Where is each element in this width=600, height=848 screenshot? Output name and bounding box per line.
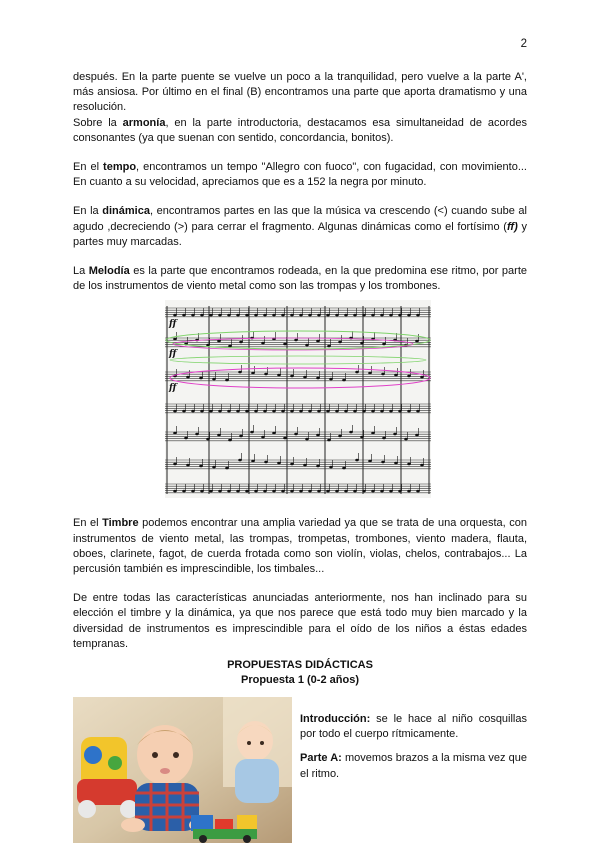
term-fortissimo: ff) <box>506 220 518 233</box>
text: podemos encontrar una amplia variedad ya que se trata de una orquesta, con instrumentos de viento metal, las trompas, trompetas, trombones, viento madera, flauta, oboes, clarinete, fagot, de cuerda frotada como son violín, violas, chelos, contrabajos... La percusión también es imprescindible, los timbales... <box>73 517 527 576</box>
step-part-a <box>300 751 527 781</box>
term-melody: Melodía <box>88 265 130 278</box>
paragraph-harmony <box>73 116 527 146</box>
term-tempo: tempo <box>103 161 137 174</box>
dynamic-ff-2: ff <box>169 349 177 360</box>
paragraph-conclusion: De entre todas las características anunciadas anteriormente, nos han inclinado para su elección el timbre y la dinámica, ya que nos parece que está todo muy bien marcado y la diversidad de instrumentos es imprescindible para el oído de los niños a éstas edades tempranas. <box>73 592 527 650</box>
term-dynamics: dinámica <box>102 205 150 218</box>
proposal-heading: Propuesta 1 (0-2 años) <box>241 674 359 687</box>
text: Sobre la <box>73 116 123 129</box>
dynamic-ff-3: ff <box>169 383 177 394</box>
step-text: se le hace al niño cosquillas por todo el cuerpo rítmicamente. <box>300 713 527 741</box>
page-number: 2 <box>520 38 527 50</box>
paragraph-dynamics <box>73 204 527 250</box>
paragraph-structure: después. En la parte puente se vuelve un poco a la tranquilidad, pero vuelve a la parte A', más ansiosa. Por último en el final (B) encontramos una parte que aporta dramatismo y una resolución. <box>73 71 527 114</box>
paragraph-tempo <box>73 160 527 190</box>
text: y partes muy marcadas. <box>73 220 527 248</box>
step-label: Introducción: <box>300 713 371 726</box>
text: En el <box>73 517 103 530</box>
proposal-1-block <box>73 694 527 844</box>
text: es la parte que encontramos rodeada, en la que predomina ese ritmo, por parte de los instrumentos de viento metal como son las trompas y los trombones. <box>73 265 527 293</box>
term-timbre: Timbre <box>102 517 139 530</box>
step-introduction <box>300 712 527 742</box>
text: , en la parte introductoria, destacamos esa simultaneidad de acordes consonantes (ya que suenan con sentido, concordancia, bonitos). <box>73 116 527 144</box>
step-text: movemos brazos a la misma vez que el ritmo. <box>300 752 527 780</box>
dynamic-ff-1: ff <box>169 319 177 330</box>
step-label: Parte A: <box>300 752 342 765</box>
babies-photo <box>73 697 292 843</box>
paragraph-melody <box>73 264 527 294</box>
text: En el <box>73 161 104 174</box>
section-heading: PROPUESTAS DIDÁCTICAS <box>227 659 373 672</box>
text: En la <box>73 205 103 218</box>
paragraph-timbre <box>73 516 527 577</box>
document-body <box>73 70 527 844</box>
babies-illustration <box>73 697 292 843</box>
music-score-image <box>165 300 431 498</box>
text: , encontramos un tempo "Allegro con fuoco", con fugacidad, con movimiento... En cuanto a su velocidad, apreciamos que es a 152 la negra por minuto. <box>73 161 527 189</box>
text: La <box>73 265 89 278</box>
proposal-steps <box>300 712 527 791</box>
text: , encontramos partes en las que la música va crescendo (<) cuando sube al agudo ,decreciendo (>) para cerrar el fragmento. Algunas dinámicas como el fortísimo ( <box>73 205 527 233</box>
score-svg <box>165 300 431 498</box>
term-harmony: armonía <box>122 116 166 129</box>
